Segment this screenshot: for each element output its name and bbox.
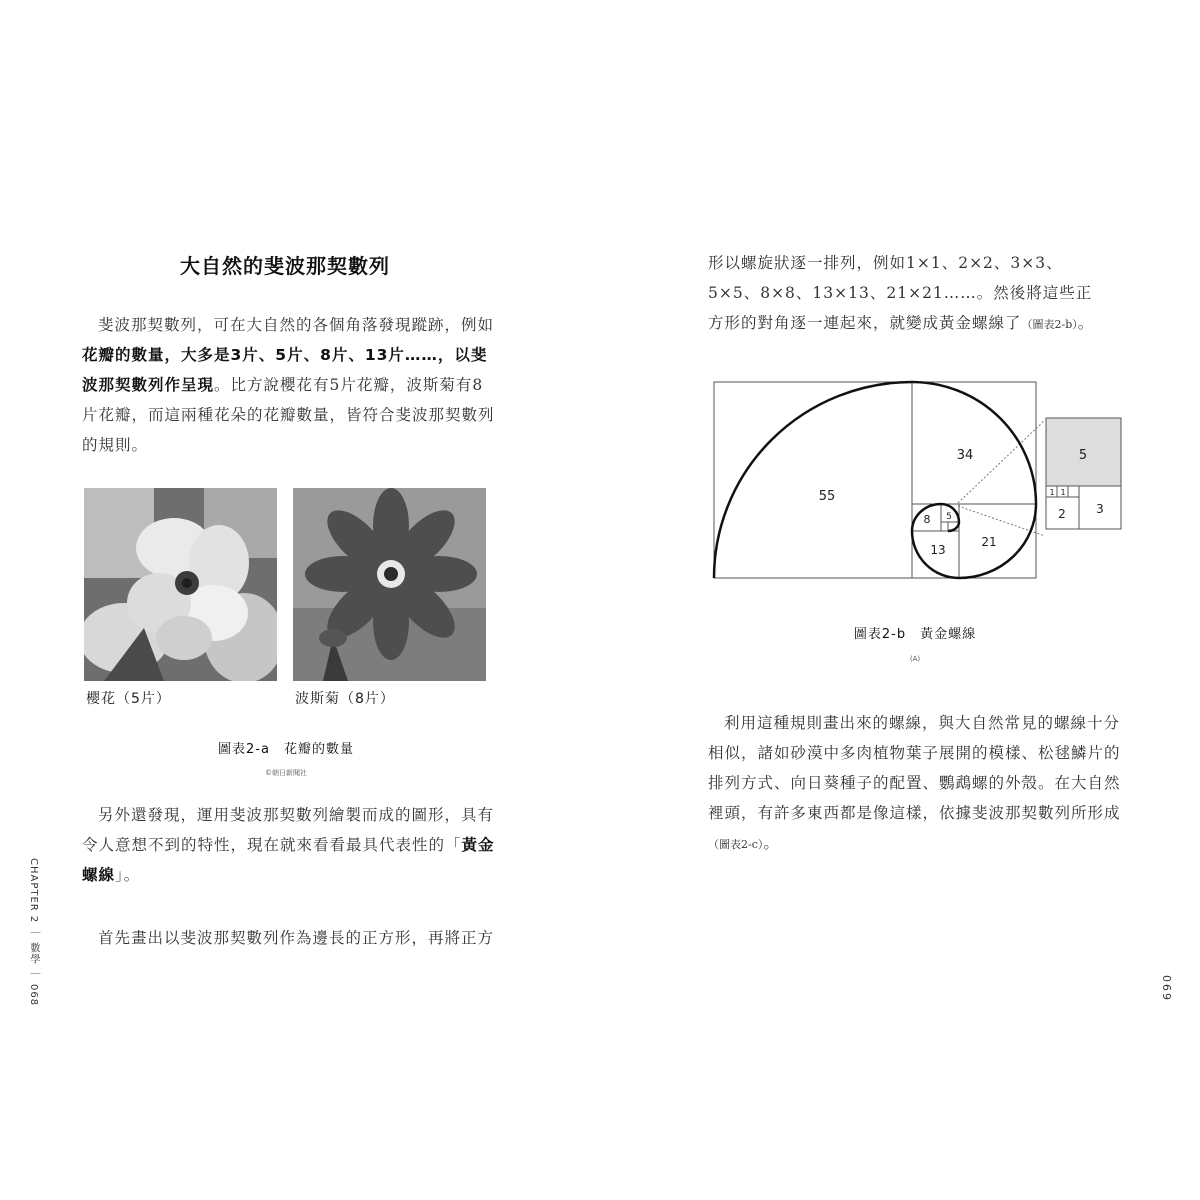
rp2-line1: 利用這種規則畫出來的螺線，與大自然常見的螺線十分 <box>724 714 1121 732</box>
para2-line2: 令人意想不到的特性，現在就來看看最具代表性的「 <box>82 836 462 854</box>
section-title: 大自然的斐波那契數列 <box>180 254 390 278</box>
inset-label-1b: 1 <box>1060 488 1066 497</box>
label-13: 13 <box>930 543 946 557</box>
figure-2b-caption: 圖表2-b 黃金螺線 <box>853 627 977 642</box>
label-21: 21 <box>981 535 997 549</box>
left-paragraph-2 <box>82 800 502 890</box>
left-paragraph-1 <box>82 310 502 460</box>
para1-line3-bold: 波那契數列作呈現 <box>82 376 215 394</box>
cosmos-caption: 波斯菊（8片） <box>295 691 395 707</box>
label-55: 55 <box>818 489 836 504</box>
right-page-number: 069 <box>1160 975 1173 1002</box>
para1-line3-rest: 。比方說櫻花有5片花瓣，波斯菊有8 <box>214 376 484 394</box>
inset-label-3: 3 <box>1096 502 1104 516</box>
cosmos-image <box>293 488 486 681</box>
rp1-line3-end: 。 <box>1077 314 1095 332</box>
para2-line2-bold: 黃金 <box>461 836 495 854</box>
inset-label-1a: 1 <box>1049 488 1055 497</box>
chapter-spine-label: CHAPTER 2 ｜ 數學 ｜ 068 <box>28 858 39 1007</box>
cherry-blossom-photo <box>84 488 277 681</box>
rp2-line5-end: 。 <box>763 834 780 852</box>
left-paragraph-3 <box>82 923 502 953</box>
rp2-line2: 相似，諸如砂漠中多肉植物葉子展開的模樣、松毬鱗片的 <box>708 744 1121 762</box>
para1-line4: 片花瓣，而這兩種花朵的花瓣數量，皆符合斐波那契數列 <box>82 406 495 424</box>
para2-line3-bold: 螺線 <box>82 866 116 884</box>
cherry-blossom-image <box>84 488 277 681</box>
rp2-line5-ref: （圖表2-c） <box>708 838 764 851</box>
cosmos-photo <box>293 488 486 681</box>
figure-2a-caption: 圖表2-a 花瓣的數量 <box>218 742 354 757</box>
para1-line2-bold: 花瓣的數量，大多是3片、5片、8片、13片……，以斐 <box>82 346 488 364</box>
para1-line1: 斐波那契數列，可在大自然的各個角落發現蹤跡，例如 <box>98 316 495 334</box>
para2-line1: 另外還發現，運用斐波那契數列繪製而成的圖形，具有 <box>98 806 495 824</box>
inset-square-1c <box>1068 486 1079 497</box>
cherry-blossom-caption: 櫻花（5片） <box>86 691 171 707</box>
square-55 <box>714 382 912 578</box>
label-8: 8 <box>923 513 931 526</box>
right-paragraph-2 <box>708 708 1138 860</box>
figure-2b-note: (A) <box>909 655 921 663</box>
label-34: 34 <box>956 448 974 463</box>
golden-spiral-diagram <box>700 370 1140 590</box>
rp1-line3: 方形的對角逐一連起來，就變成黃金螺線了 <box>708 314 1022 332</box>
label-5: 5 <box>946 512 952 522</box>
rp1-line1: 形以螺旋狀逐一排列，例如1×1、2×2、3×3、 <box>708 254 1063 272</box>
inset-label-2: 2 <box>1058 507 1066 521</box>
rp2-line4: 裡頭，有許多東西都是像這樣，依據斐波那契數列所形成 <box>708 804 1121 822</box>
rp2-line3: 排列方式、向日葵種子的配置、鸚鵡螺的外殼。在大自然 <box>708 774 1121 792</box>
para3-line1: 首先畫出以斐波那契數列作為邊長的正方形，再將正方 <box>98 929 495 947</box>
square-34 <box>912 382 1036 504</box>
para2-line3-rest: 」。 <box>115 866 141 884</box>
rp1-line3-ref: （圖表2-b） <box>1021 318 1078 331</box>
right-paragraph-1 <box>708 248 1138 340</box>
figure-2a-credit: ©朝日新聞社 <box>265 769 307 777</box>
inset-label-5: 5 <box>1078 448 1088 463</box>
para1-line5: 的規則。 <box>82 436 149 454</box>
rp1-line2: 5×5、8×8、13×13、21×21……。然後將這些正 <box>708 284 1093 302</box>
diagonal-dotted-2 <box>958 506 1045 536</box>
